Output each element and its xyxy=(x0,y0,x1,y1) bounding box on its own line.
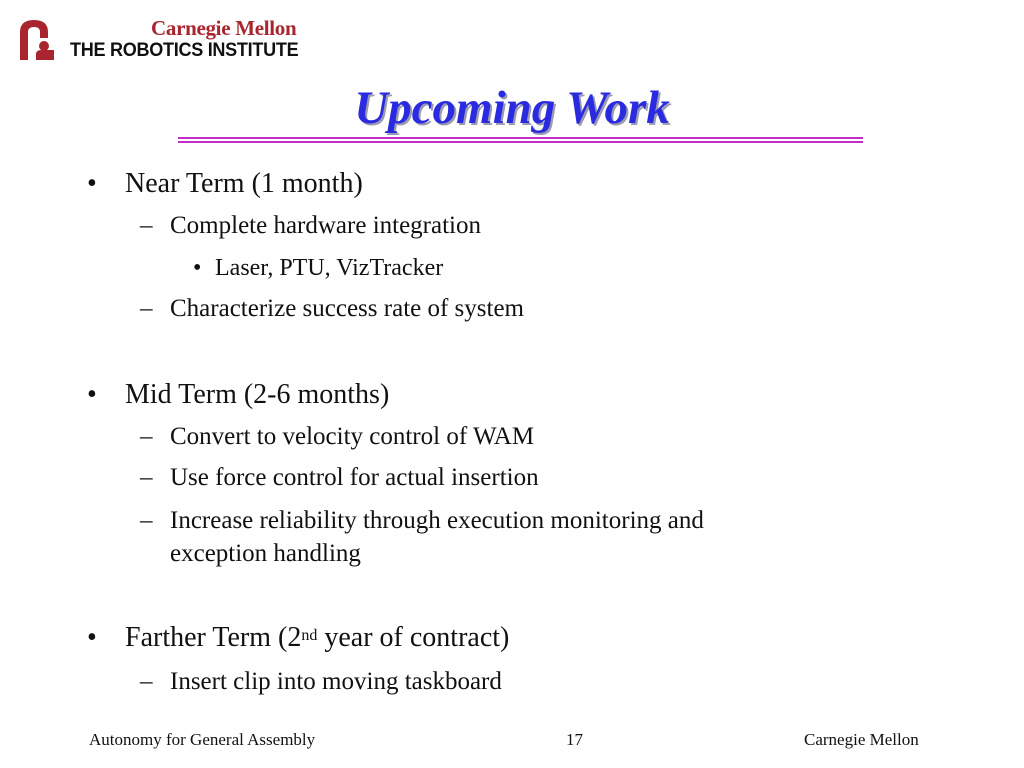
dash-marker: – xyxy=(140,295,153,322)
subbullet-text: Characterize success rate of system xyxy=(170,295,525,322)
bullet-label: Mid Term (2-6 months) xyxy=(125,379,390,410)
bullet-farther-term xyxy=(87,622,510,654)
bullet-marker: • xyxy=(87,168,97,199)
bullet-label-post: year of contract) xyxy=(317,622,510,653)
bullet-marker: • xyxy=(87,379,97,410)
bullet-label: Near Term (1 month) xyxy=(125,168,363,199)
dash-marker: – xyxy=(140,212,153,239)
title-underline xyxy=(178,137,863,145)
subsubbullet-text: Laser, PTU, VizTracker xyxy=(215,255,444,281)
bullet-mid-term xyxy=(87,379,390,411)
subbullet-success-rate xyxy=(140,294,525,324)
dash-marker: – xyxy=(140,423,153,450)
logo-institute: THE ROBOTICS INSTITUTE xyxy=(70,40,299,61)
dash-marker: – xyxy=(140,507,153,534)
subbullet-text-line1: Increase reliability through execution monitoring and xyxy=(170,507,704,534)
subbullet-text: Insert clip into moving taskboard xyxy=(170,668,502,695)
subbullet-moving-taskboard xyxy=(140,667,502,697)
subbullet-text-line2: exception handling xyxy=(170,540,361,567)
bullet-near-term xyxy=(87,168,363,200)
bullet-marker: • xyxy=(193,255,202,281)
subbullet-text: Convert to velocity control of WAM xyxy=(170,423,535,450)
subbullet-text: Use force control for actual insertion xyxy=(170,464,539,491)
subbullet-hardware-integration xyxy=(140,211,481,241)
footer-organization: Carnegie Mellon xyxy=(804,730,919,749)
dash-marker: – xyxy=(140,464,153,491)
subbullet-force-control xyxy=(140,463,539,493)
logo-wordmark: Carnegie Mellon xyxy=(151,16,297,40)
subbullet-reliability-continued xyxy=(170,539,361,569)
subbullet-velocity-control xyxy=(140,422,535,452)
subbullet-text: Complete hardware integration xyxy=(170,212,481,239)
bullet-label-pre: Farther Term (2 xyxy=(125,622,302,653)
bullet-marker: • xyxy=(87,622,97,653)
footer-page-number: 17 xyxy=(566,730,583,749)
dash-marker: – xyxy=(140,668,153,695)
subbullet-reliability xyxy=(140,506,704,536)
ordinal-suffix: nd xyxy=(301,627,318,644)
slide-title: Upcoming Work xyxy=(354,82,670,134)
cmu-ri-logo-icon xyxy=(14,16,60,62)
subsubbullet-sensors xyxy=(193,254,444,282)
cmu-ri-logo xyxy=(14,14,314,64)
footer-presentation-title: Autonomy for General Assembly xyxy=(89,730,316,749)
